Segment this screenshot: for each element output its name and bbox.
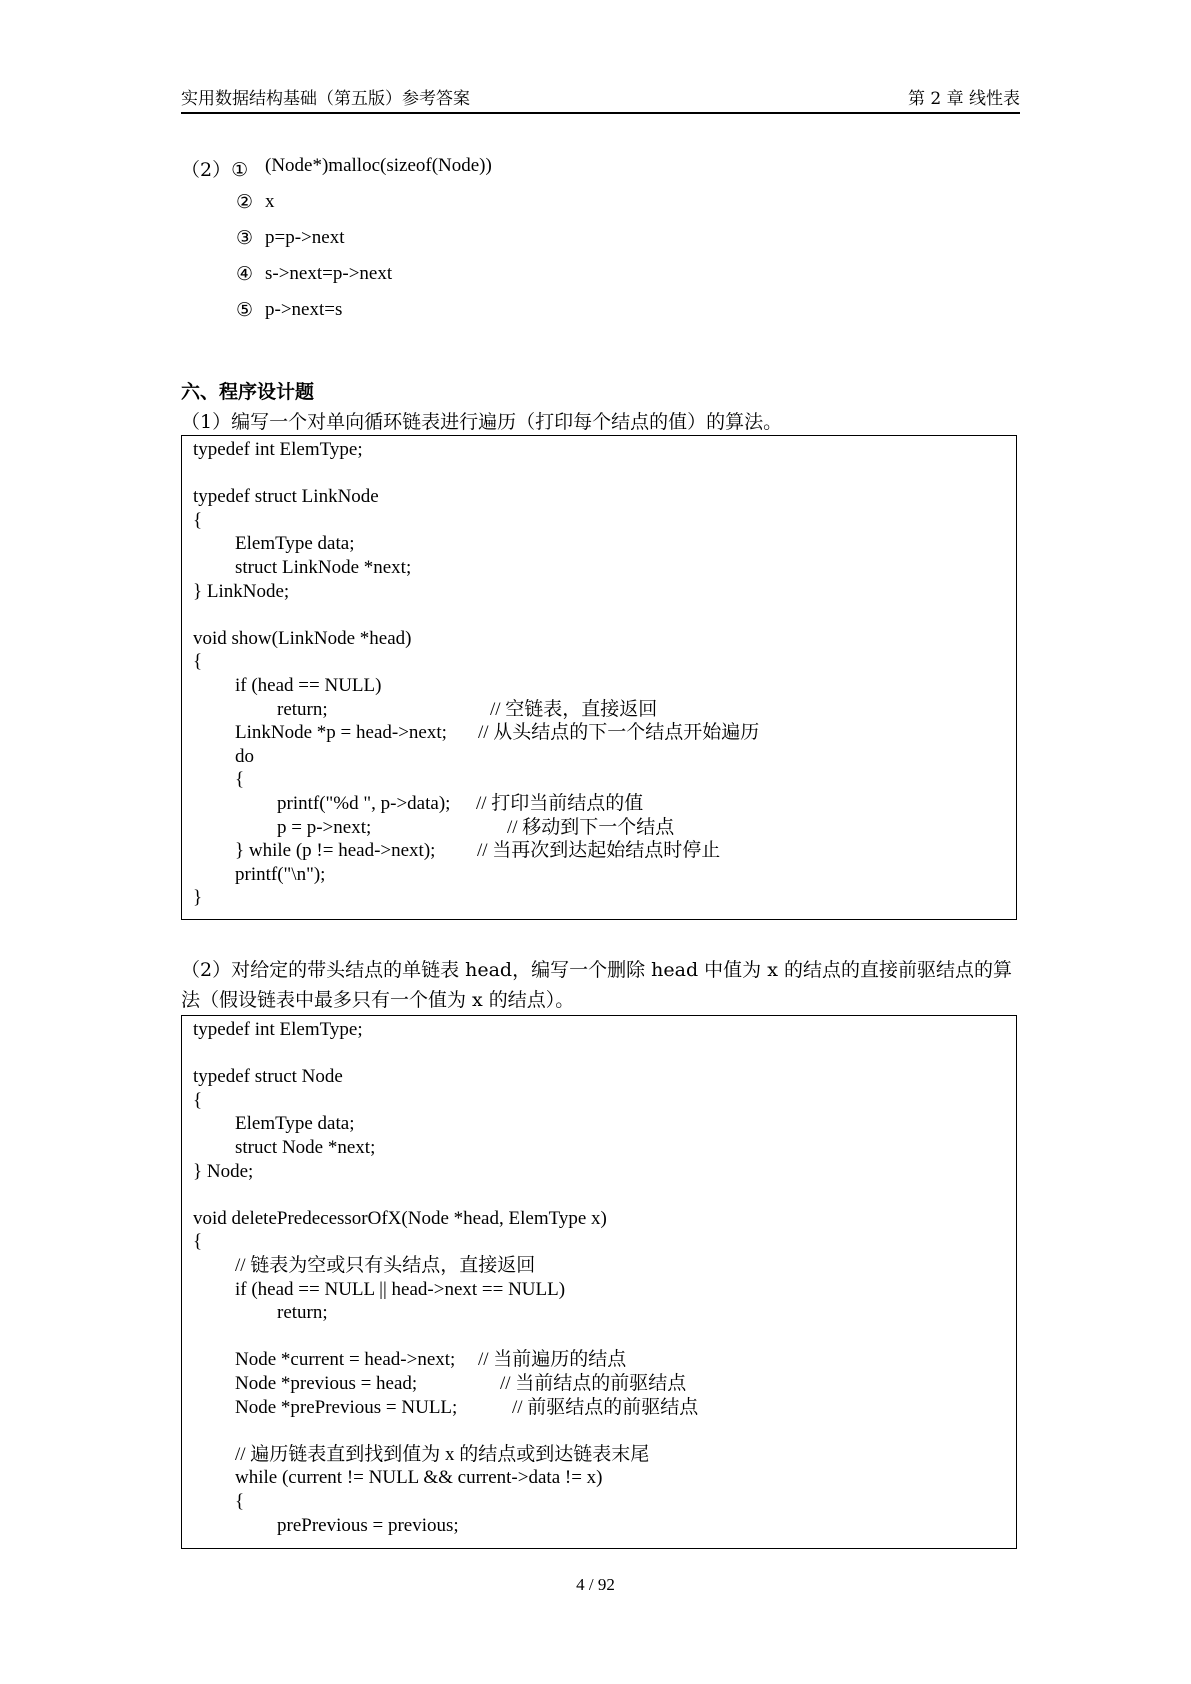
code-line: { [193, 1089, 203, 1111]
code-line: printf("%d ", p->data); [277, 793, 451, 814]
code-line: } LinkNode; [193, 580, 290, 602]
code-line: Node *current = head->next; [235, 1349, 456, 1371]
code-comment: // 前驱结点的前驱结点 [512, 1396, 699, 1418]
code-line: } while (p != head->next); [235, 840, 436, 862]
code-line: if (head == NULL || head->next == NULL) [235, 1278, 566, 1300]
header-chapter-title: 第 2 章 线性表 [907, 89, 1020, 109]
code-line: typedef struct Node [193, 1066, 343, 1088]
code-line: { [193, 509, 203, 531]
answer-item [181, 155, 492, 181]
code-line: ElemType data; [235, 1113, 355, 1135]
code-line: return; [277, 1302, 328, 1324]
code-line: { [235, 1491, 245, 1512]
code-line: } Node; [193, 1160, 254, 1182]
code-line: Node *prePrevious = NULL; [235, 1396, 458, 1418]
question-1-text: （1）编写一个对单向循环链表进行遍历（打印每个结点的值）的算法。 [181, 411, 783, 433]
page-header [181, 84, 1020, 114]
code-line: printf("\n"); [235, 863, 326, 885]
code-block-1 [181, 435, 1017, 920]
code-line: } [193, 887, 203, 909]
code-line: while (current != NULL && current->data != x) [235, 1467, 603, 1489]
answer-prefix: （2） [181, 159, 232, 181]
code-line: { [193, 651, 203, 673]
code-line: { [193, 1231, 203, 1253]
answer-item [236, 299, 343, 325]
page-number: 4 / 92 [576, 1575, 615, 1594]
code-comment: // 遍历链表直到找到值为 x 的结点或到达链表末尾 [235, 1443, 650, 1465]
code-comment: // 从头结点的下一个结点开始遍历 [478, 722, 760, 744]
answer-text: p->next=s [265, 299, 343, 320]
code-comment: // 空链表，直接返回 [490, 698, 658, 720]
code-line: void show(LinkNode *head) [193, 627, 412, 649]
answer-text: (Node*)malloc(sizeof(Node)) [265, 155, 492, 176]
answer-text: x [265, 191, 275, 212]
code-comment: // 当前遍历的结点 [478, 1349, 627, 1371]
code-line: return; [277, 698, 328, 720]
code-line: struct Node *next; [235, 1137, 376, 1158]
code-line: prePrevious = previous; [277, 1514, 459, 1536]
code-block-2 [181, 1015, 1017, 1549]
code-line: typedef int ElemType; [193, 1019, 363, 1040]
code-line: void deletePredecessorOfX(Node *head, ElemType x) [193, 1207, 607, 1229]
code-line: LinkNode *p = head->next; [235, 722, 447, 744]
answer-number: ① [231, 159, 249, 181]
code-line: ElemType data; [235, 533, 355, 555]
code-line: p = p->next; [277, 816, 372, 838]
question-2-text: （2）对给定的带头结点的单链表 head，编写一个删除 head 中值为 x 的结点的直接前驱结点的算法（假设链表中最多只有一个值为 x 的结点）。 [181, 959, 1012, 1011]
answer-number: ④ [236, 263, 254, 285]
code-comment: // 移动到下一个结点 [507, 816, 675, 838]
answer-item [236, 191, 275, 217]
answer-item [236, 227, 345, 253]
section-heading: 六、程序设计题 [181, 381, 315, 403]
answer-text: s->next=p->next [265, 263, 393, 284]
code-comment: // 当再次到达起始结点时停止 [477, 840, 721, 862]
code-line: typedef struct LinkNode [193, 486, 379, 508]
code-line: Node *previous = head; [235, 1373, 418, 1394]
answer-number: ③ [236, 227, 254, 249]
answer-item [236, 263, 393, 289]
code-comment: // 打印当前结点的值 [476, 793, 644, 814]
header-book-title: 实用数据结构基础（第五版）参考答案 [181, 89, 470, 109]
code-line: if (head == NULL) [235, 675, 382, 696]
code-comment: // 当前结点的前驱结点 [500, 1373, 687, 1394]
answer-number: ⑤ [236, 299, 254, 321]
code-line: struct LinkNode *next; [235, 557, 412, 578]
answer-number: ② [236, 191, 254, 213]
code-comment: // 链表为空或只有头结点，直接返回 [235, 1255, 536, 1276]
code-line: typedef int ElemType; [193, 439, 363, 460]
answer-text: p=p->next [265, 227, 345, 248]
code-line: { [235, 769, 245, 791]
code-line: do [235, 745, 254, 767]
